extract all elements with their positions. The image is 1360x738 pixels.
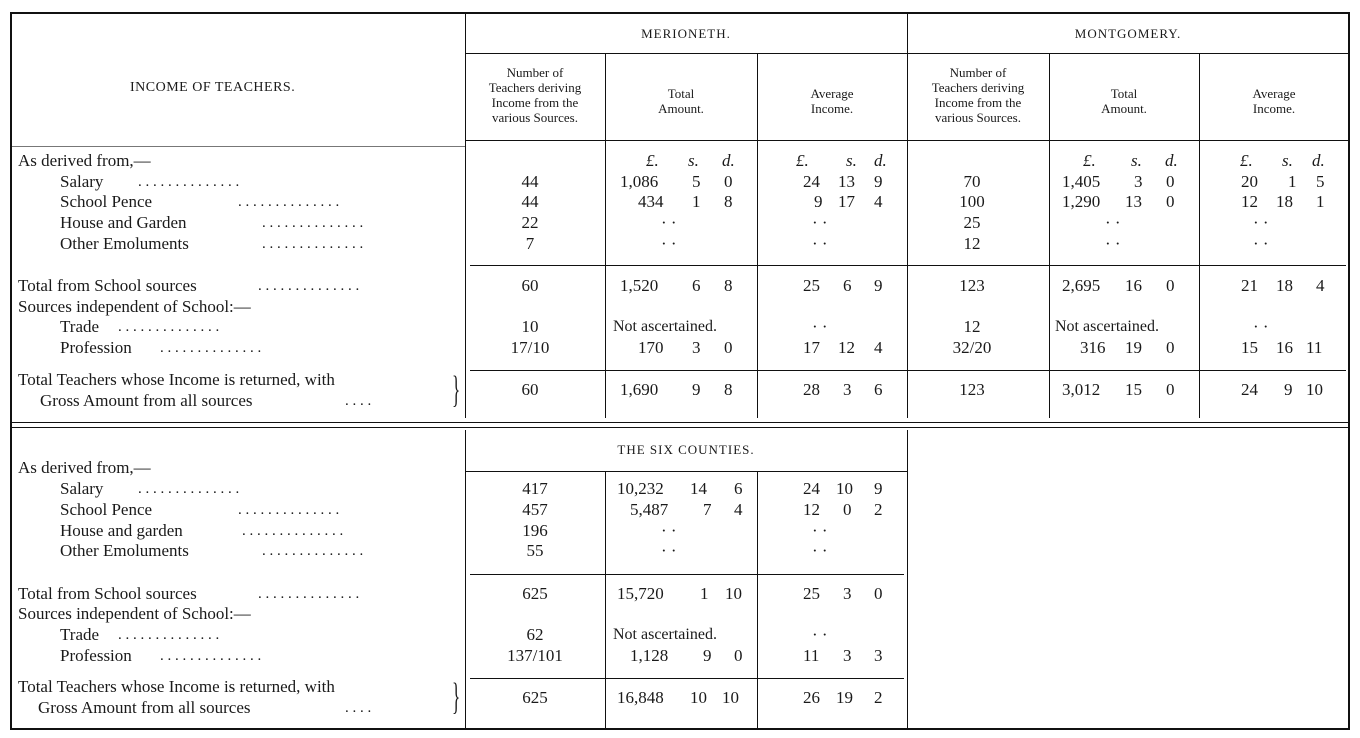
cell: 6 xyxy=(843,276,852,295)
cell: 12 xyxy=(838,338,855,357)
cell: 9 xyxy=(814,192,823,211)
cell: 3,012 xyxy=(1062,380,1101,399)
cell: 24 xyxy=(1241,380,1258,399)
cell: 24 xyxy=(803,479,820,498)
label-total-teachers: Total Teachers whose Income is returned, with xyxy=(18,677,335,696)
ditto-dots: · · xyxy=(661,234,677,253)
label-house: House and garden xyxy=(60,521,183,540)
ditto-dots: · · xyxy=(661,521,677,540)
header-line: various Sources. xyxy=(935,110,1021,125)
cell: 1 xyxy=(1288,172,1297,191)
cell: 6 xyxy=(734,479,743,498)
cell: 15 xyxy=(1125,380,1142,399)
cell: 457 xyxy=(522,500,548,519)
ditto-dots: · · xyxy=(1253,234,1269,253)
cell: 12 xyxy=(963,317,981,336)
label-gross: Gross Amount from all sources xyxy=(40,391,253,410)
cell: 28 xyxy=(803,380,820,399)
merioneth-average-header xyxy=(757,86,907,116)
county-merioneth: MERIONETH. xyxy=(641,26,731,41)
cell: Not ascertained. xyxy=(613,626,717,643)
cell: 19 xyxy=(836,688,853,707)
cell: 11 xyxy=(803,646,820,665)
header-line: Teachers deriving xyxy=(931,80,1025,95)
leader-dots: . . . . . . . . . . . . . . xyxy=(160,340,262,356)
cell: 4 xyxy=(734,500,743,519)
brace: } xyxy=(452,676,461,718)
cell: 60 xyxy=(521,276,539,295)
merioneth-total-header xyxy=(605,86,757,116)
cell: 9 xyxy=(874,172,883,191)
label-other: Other Emoluments xyxy=(60,541,189,560)
label-total-school: Total from School sources xyxy=(18,276,197,295)
leader-dots: . . . . . . . . . . . . . . xyxy=(160,648,262,664)
leader-dots: . . . . . . . . . . . . . . xyxy=(138,481,240,497)
cell: 8 xyxy=(724,380,733,399)
cell: 11 xyxy=(1306,338,1323,357)
cell: 25 xyxy=(963,213,981,232)
cell: 12 xyxy=(963,234,981,253)
header-line: Income from the xyxy=(491,95,579,110)
unit-pence: d. xyxy=(722,151,735,170)
cell: 4 xyxy=(1316,276,1325,295)
ditto-dots: · · xyxy=(812,625,828,644)
cell: 19 xyxy=(1125,338,1142,357)
header-line: Number of xyxy=(506,65,564,80)
leader-dots: . . . . . . . . . . . . . . xyxy=(258,586,360,602)
cell: 1,405 xyxy=(1062,172,1101,191)
header-line: Income. xyxy=(1252,101,1296,116)
leader-dots: . . . . xyxy=(345,700,372,716)
ditto-dots: · · xyxy=(812,234,828,253)
label-total-school: Total from School sources xyxy=(18,584,197,603)
cell: 625 xyxy=(522,584,548,603)
cell: 4 xyxy=(874,338,883,357)
cell: 123 xyxy=(959,276,985,295)
label-derived: As derived from,— xyxy=(18,458,151,477)
cell: 8 xyxy=(724,276,733,295)
cell: 625 xyxy=(522,688,548,707)
cell: 25 xyxy=(803,276,820,295)
unit-pounds: £. xyxy=(796,151,809,170)
cell: 3 xyxy=(843,646,852,665)
cell: 70 xyxy=(963,172,981,191)
cell: 13 xyxy=(1125,192,1142,211)
cell: 10,232 xyxy=(617,479,664,498)
leader-dots: . . . . . . . . . . . . . . xyxy=(118,319,220,335)
cell: 1,690 xyxy=(620,380,659,399)
cell: 44 xyxy=(521,192,539,211)
merioneth-number-header xyxy=(465,65,605,125)
cell: 6 xyxy=(874,380,883,399)
montgomery-total-header xyxy=(1049,86,1199,116)
header-line: Teachers deriving xyxy=(488,80,582,95)
cell: 22 xyxy=(521,213,539,232)
ditto-dots: · · xyxy=(1253,317,1269,336)
cell: 0 xyxy=(843,500,852,519)
cell: 2 xyxy=(874,688,883,707)
cell: 5,487 xyxy=(630,500,669,519)
cell: 1,290 xyxy=(1062,192,1101,211)
cell: Not ascertained. xyxy=(1055,318,1159,335)
cell: 16 xyxy=(1276,338,1293,357)
cell: 7 xyxy=(525,234,535,253)
cell: 15,720 xyxy=(617,584,664,603)
ditto-dots: · · xyxy=(1105,213,1121,232)
cell: Not ascertained. xyxy=(613,318,717,335)
cell: 1 xyxy=(1316,192,1325,211)
header-line: Average xyxy=(810,86,854,101)
montgomery-number-header xyxy=(907,65,1049,125)
unit-pence: d. xyxy=(874,151,887,170)
cell: 0 xyxy=(1166,276,1175,295)
cell: 1 xyxy=(692,192,701,211)
cell: 2,695 xyxy=(1062,276,1101,295)
unit-pence: d. xyxy=(1312,151,1325,170)
cell: 0 xyxy=(724,172,733,191)
header-line: Income. xyxy=(810,101,854,116)
leader-dots: . . . . . . . . . . . . . . xyxy=(238,502,340,518)
cell: 5 xyxy=(692,172,701,191)
cell: 25 xyxy=(803,584,820,603)
cell: 12 xyxy=(803,500,820,519)
leader-dots: . . . . . . . . . . . . . . xyxy=(258,278,360,294)
label-other: Other Emoluments xyxy=(60,234,189,253)
cell: 1 xyxy=(700,584,709,603)
label-independent: Sources independent of School:— xyxy=(18,604,251,623)
label-gross: Gross Amount from all sources xyxy=(38,698,251,717)
cell: 316 xyxy=(1080,338,1106,357)
leader-dots: . . . . . . . . . . . . . . xyxy=(262,215,364,231)
label-trade: Trade xyxy=(60,317,100,336)
cell: 60 xyxy=(521,380,539,399)
cell: 10 xyxy=(521,317,539,336)
cell: 4 xyxy=(874,192,883,211)
cell: 18 xyxy=(1276,276,1293,295)
label-trade: Trade xyxy=(60,625,100,644)
cell: 170 xyxy=(638,338,664,357)
cell: 62 xyxy=(526,625,544,644)
cell: 0 xyxy=(734,646,743,665)
cell: 3 xyxy=(1134,172,1143,191)
cell: 9 xyxy=(692,380,701,399)
ditto-dots: · · xyxy=(812,541,828,560)
cell: 434 xyxy=(638,192,664,211)
ditto-dots: · · xyxy=(812,317,828,336)
county-six: THE SIX COUNTIES. xyxy=(617,442,755,457)
cell: 3 xyxy=(843,380,852,399)
cell: 3 xyxy=(843,584,852,603)
unit-shillings: s. xyxy=(1282,151,1293,170)
label-salary: Salary xyxy=(60,172,104,191)
income-title: INCOME OF TEACHERS. xyxy=(130,80,296,95)
leader-dots: . . . . . . . . . . . . . . xyxy=(138,174,240,190)
cell: 1,086 xyxy=(620,172,659,191)
label-pence: School Pence xyxy=(60,192,153,211)
cell: 2 xyxy=(874,500,883,519)
ditto-dots: · · xyxy=(661,541,677,560)
unit-pence: d. xyxy=(1165,151,1178,170)
header-line: Total xyxy=(1110,86,1138,101)
cell: 0 xyxy=(724,338,733,357)
cell: 32/20 xyxy=(952,338,992,357)
cell: 55 xyxy=(526,541,544,560)
cell: 417 xyxy=(522,479,548,498)
unit-shillings: s. xyxy=(846,151,857,170)
cell: 0 xyxy=(1166,338,1175,357)
unit-pounds: £. xyxy=(646,151,659,170)
cell: 7 xyxy=(703,500,712,519)
label-derived: As derived from,— xyxy=(18,151,151,170)
cell: 0 xyxy=(1166,380,1175,399)
cell: 9 xyxy=(874,479,883,498)
cell: 17 xyxy=(838,192,855,211)
cell: 100 xyxy=(959,192,985,211)
cell: 6 xyxy=(692,276,701,295)
leader-dots: . . . . xyxy=(345,393,372,409)
unit-pounds: £. xyxy=(1240,151,1253,170)
cell: 5 xyxy=(1316,172,1325,191)
leader-dots: . . . . . . . . . . . . . . xyxy=(262,543,364,559)
unit-shillings: s. xyxy=(1131,151,1142,170)
ditto-dots: · · xyxy=(1105,234,1121,253)
cell: 3 xyxy=(874,646,883,665)
unit-shillings: s. xyxy=(688,151,699,170)
ditto-dots: · · xyxy=(661,213,677,232)
label-profession: Profession xyxy=(60,338,132,357)
label-total-teachers: Total Teachers whose Income is returned, with xyxy=(18,370,335,389)
cell: 12 xyxy=(1241,192,1258,211)
cell: 1,128 xyxy=(630,646,669,665)
header-line: Average xyxy=(1252,86,1296,101)
header-line: Total xyxy=(667,86,695,101)
cell: 44 xyxy=(521,172,539,191)
label-house: House and Garden xyxy=(60,213,187,232)
cell: 18 xyxy=(1276,192,1293,211)
cell: 20 xyxy=(1241,172,1258,191)
cell: 10 xyxy=(725,584,742,603)
cell: 3 xyxy=(692,338,701,357)
cell: 8 xyxy=(724,192,733,211)
ditto-dots: · · xyxy=(812,213,828,232)
montgomery-average-header xyxy=(1199,86,1349,116)
cell: 17/10 xyxy=(510,338,550,357)
label-profession: Profession xyxy=(60,646,132,665)
brace: } xyxy=(452,369,461,411)
cell: 13 xyxy=(838,172,855,191)
cell: 123 xyxy=(959,380,985,399)
leader-dots: . . . . . . . . . . . . . . xyxy=(118,627,220,643)
label-salary: Salary xyxy=(60,479,104,498)
header-line: Amount. xyxy=(1101,101,1147,116)
cell: 14 xyxy=(690,479,707,498)
cell: 10 xyxy=(836,479,853,498)
unit-pounds: £. xyxy=(1083,151,1096,170)
cell: 137/101 xyxy=(507,646,563,665)
cell: 17 xyxy=(803,338,820,357)
header-line: Income from the xyxy=(934,95,1022,110)
cell: 21 xyxy=(1241,276,1258,295)
cell: 9 xyxy=(1284,380,1293,399)
leader-dots: . . . . . . . . . . . . . . xyxy=(262,236,364,252)
cell: 9 xyxy=(874,276,883,295)
header-line: Amount. xyxy=(658,101,704,116)
header-line: Number of xyxy=(949,65,1007,80)
leader-dots: . . . . . . . . . . . . . . xyxy=(238,194,340,210)
ditto-dots: · · xyxy=(812,521,828,540)
cell: 16,848 xyxy=(617,688,664,707)
cell: 10 xyxy=(722,688,739,707)
cell: 10 xyxy=(1306,380,1323,399)
cell: 1,520 xyxy=(620,276,659,295)
header-line: various Sources. xyxy=(492,110,578,125)
cell: 196 xyxy=(522,521,548,540)
cell: 9 xyxy=(703,646,712,665)
label-pence: School Pence xyxy=(60,500,153,519)
cell: 0 xyxy=(1166,192,1175,211)
cell: 0 xyxy=(1166,172,1175,191)
cell: 26 xyxy=(803,688,820,707)
cell: 16 xyxy=(1125,276,1142,295)
label-independent: Sources independent of School:— xyxy=(18,297,251,316)
county-montgomery: MONTGOMERY. xyxy=(1074,26,1182,41)
cell: 15 xyxy=(1241,338,1258,357)
ditto-dots: · · xyxy=(1253,213,1269,232)
cell: 24 xyxy=(803,172,820,191)
cell: 0 xyxy=(874,584,883,603)
cell: 10 xyxy=(690,688,707,707)
leader-dots: . . . . . . . . . . . . . . xyxy=(242,523,344,539)
